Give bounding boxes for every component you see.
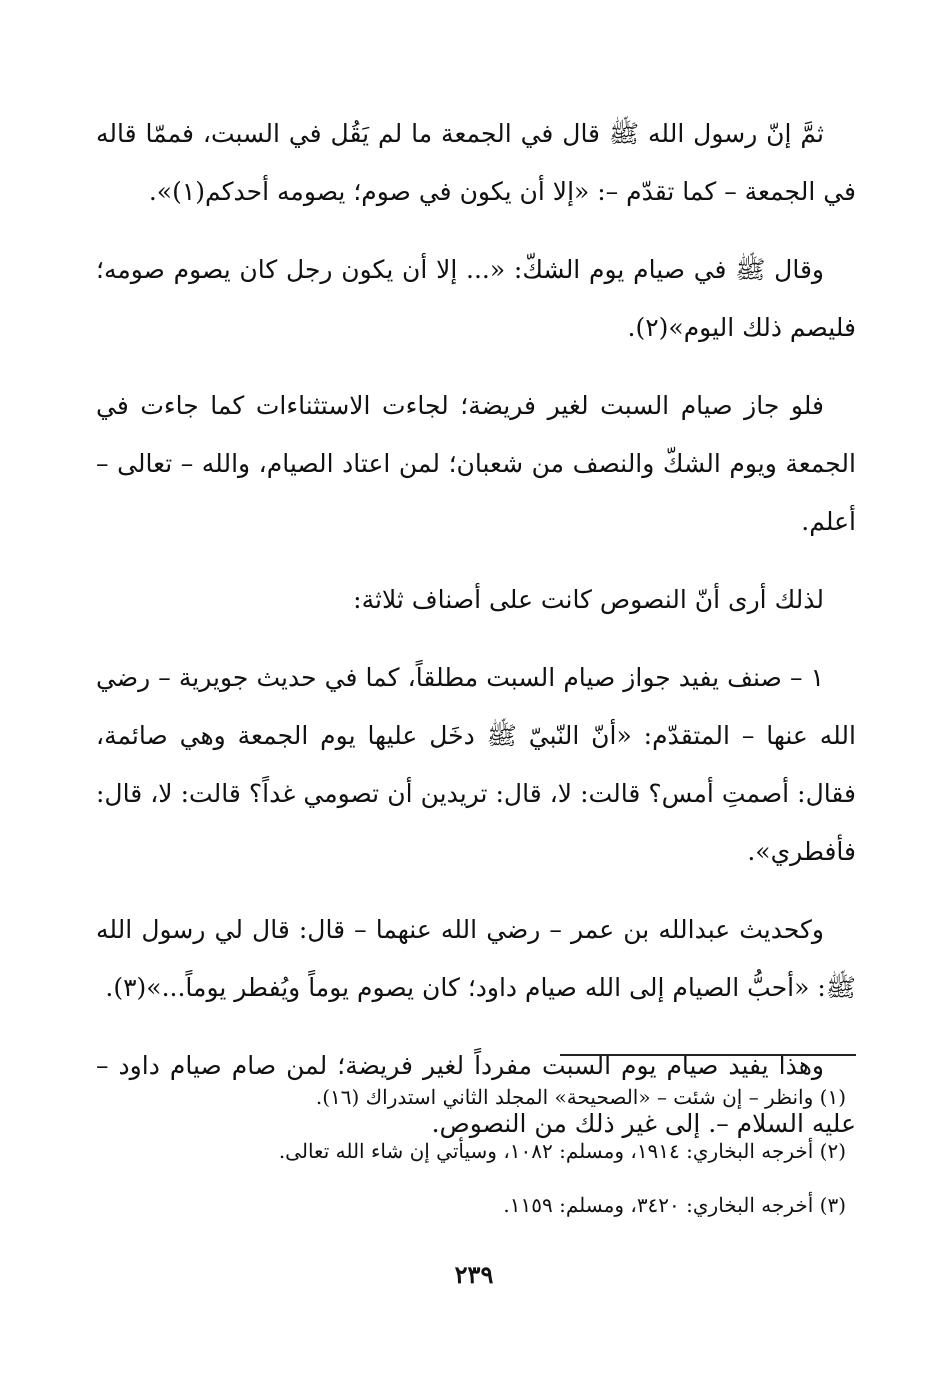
footnote-divider — [560, 1054, 856, 1056]
paragraph-exceptions: فلو جاز صيام السبت لغير فريضة؛ لجاءت الاستثناءات كما جاءت في الجمعة ويوم الشكّ والنصف من شعبان؛ لمن اعتاد الصيام، والله – تعالى – أعلم. — [96, 391, 856, 536]
paragraph-abdullah-hadith: وكحديث عبدالله بن عمر – رضي الله عنهما – قال: قال لي رسول الله ﷺ: «أحبُّ الصيام إلى الله صيام داود؛ كان يصوم يوماً ويُفطر يوماً...»(٣). — [96, 915, 856, 1002]
main-text — [96, 105, 856, 1173]
footnote-2: (٢) أخرجه البخاري: ١٩١٤، ومسلم: ١٠٨٢، وسيأتي إن شاء الله تعالى. — [278, 1139, 846, 1163]
paragraph-day-of-doubt: وقال ﷺ في صيام يوم الشكّ: «... إلا أن يكون رجل كان يصوم صومه؛ فليصم ذلك اليوم»(٢). — [96, 255, 856, 342]
footnote-3: (٣) أخرجه البخاري: ٣٤٢٠، ومسلم: ١١٥٩. — [503, 1193, 846, 1217]
paragraph-saturday-friday: ثمَّ إنّ رسول الله ﷺ قال في الجمعة ما لم يَقُل في السبت، فممّا قاله في الجمعة – كما تقدّم –: «إلا أن يكون في صوم؛ يصومه أحدكم(١)». — [96, 119, 856, 206]
paragraph-three-categories: لذلك أرى أنّ النصوص كانت على أصناف ثلاثة: — [353, 585, 824, 614]
paragraph-category-one: ١ – صنف يفيد جواز صيام السبت مطلقاً، كما في حديث جويرية – رضي الله عنها – المتقدّم: «أنّ النّبيّ ﷺ دخَل عليها يوم الجمعة وهي صائمة، فقال: أصمتِ أمس؟ قالت: لا، قال: تريدين أن تصومي غداً؟ قالت: لا، قال: فأفطري». — [96, 663, 856, 866]
footnotes — [96, 1054, 856, 1232]
page-number: ٢٣٩ — [454, 1260, 494, 1289]
paragraph-dawud-fast: وهذا يفيد صيام يوم السبت مفرداً لغير فريضة؛ لمن صام صيام داود – عليه السلام –. إلى غير ذلك من النصوص. — [96, 1051, 856, 1138]
footnote-1: (١) وانظر – إن شئت – «الصحيحة» المجلد الثاني استدراك (١٦). — [315, 1085, 846, 1109]
